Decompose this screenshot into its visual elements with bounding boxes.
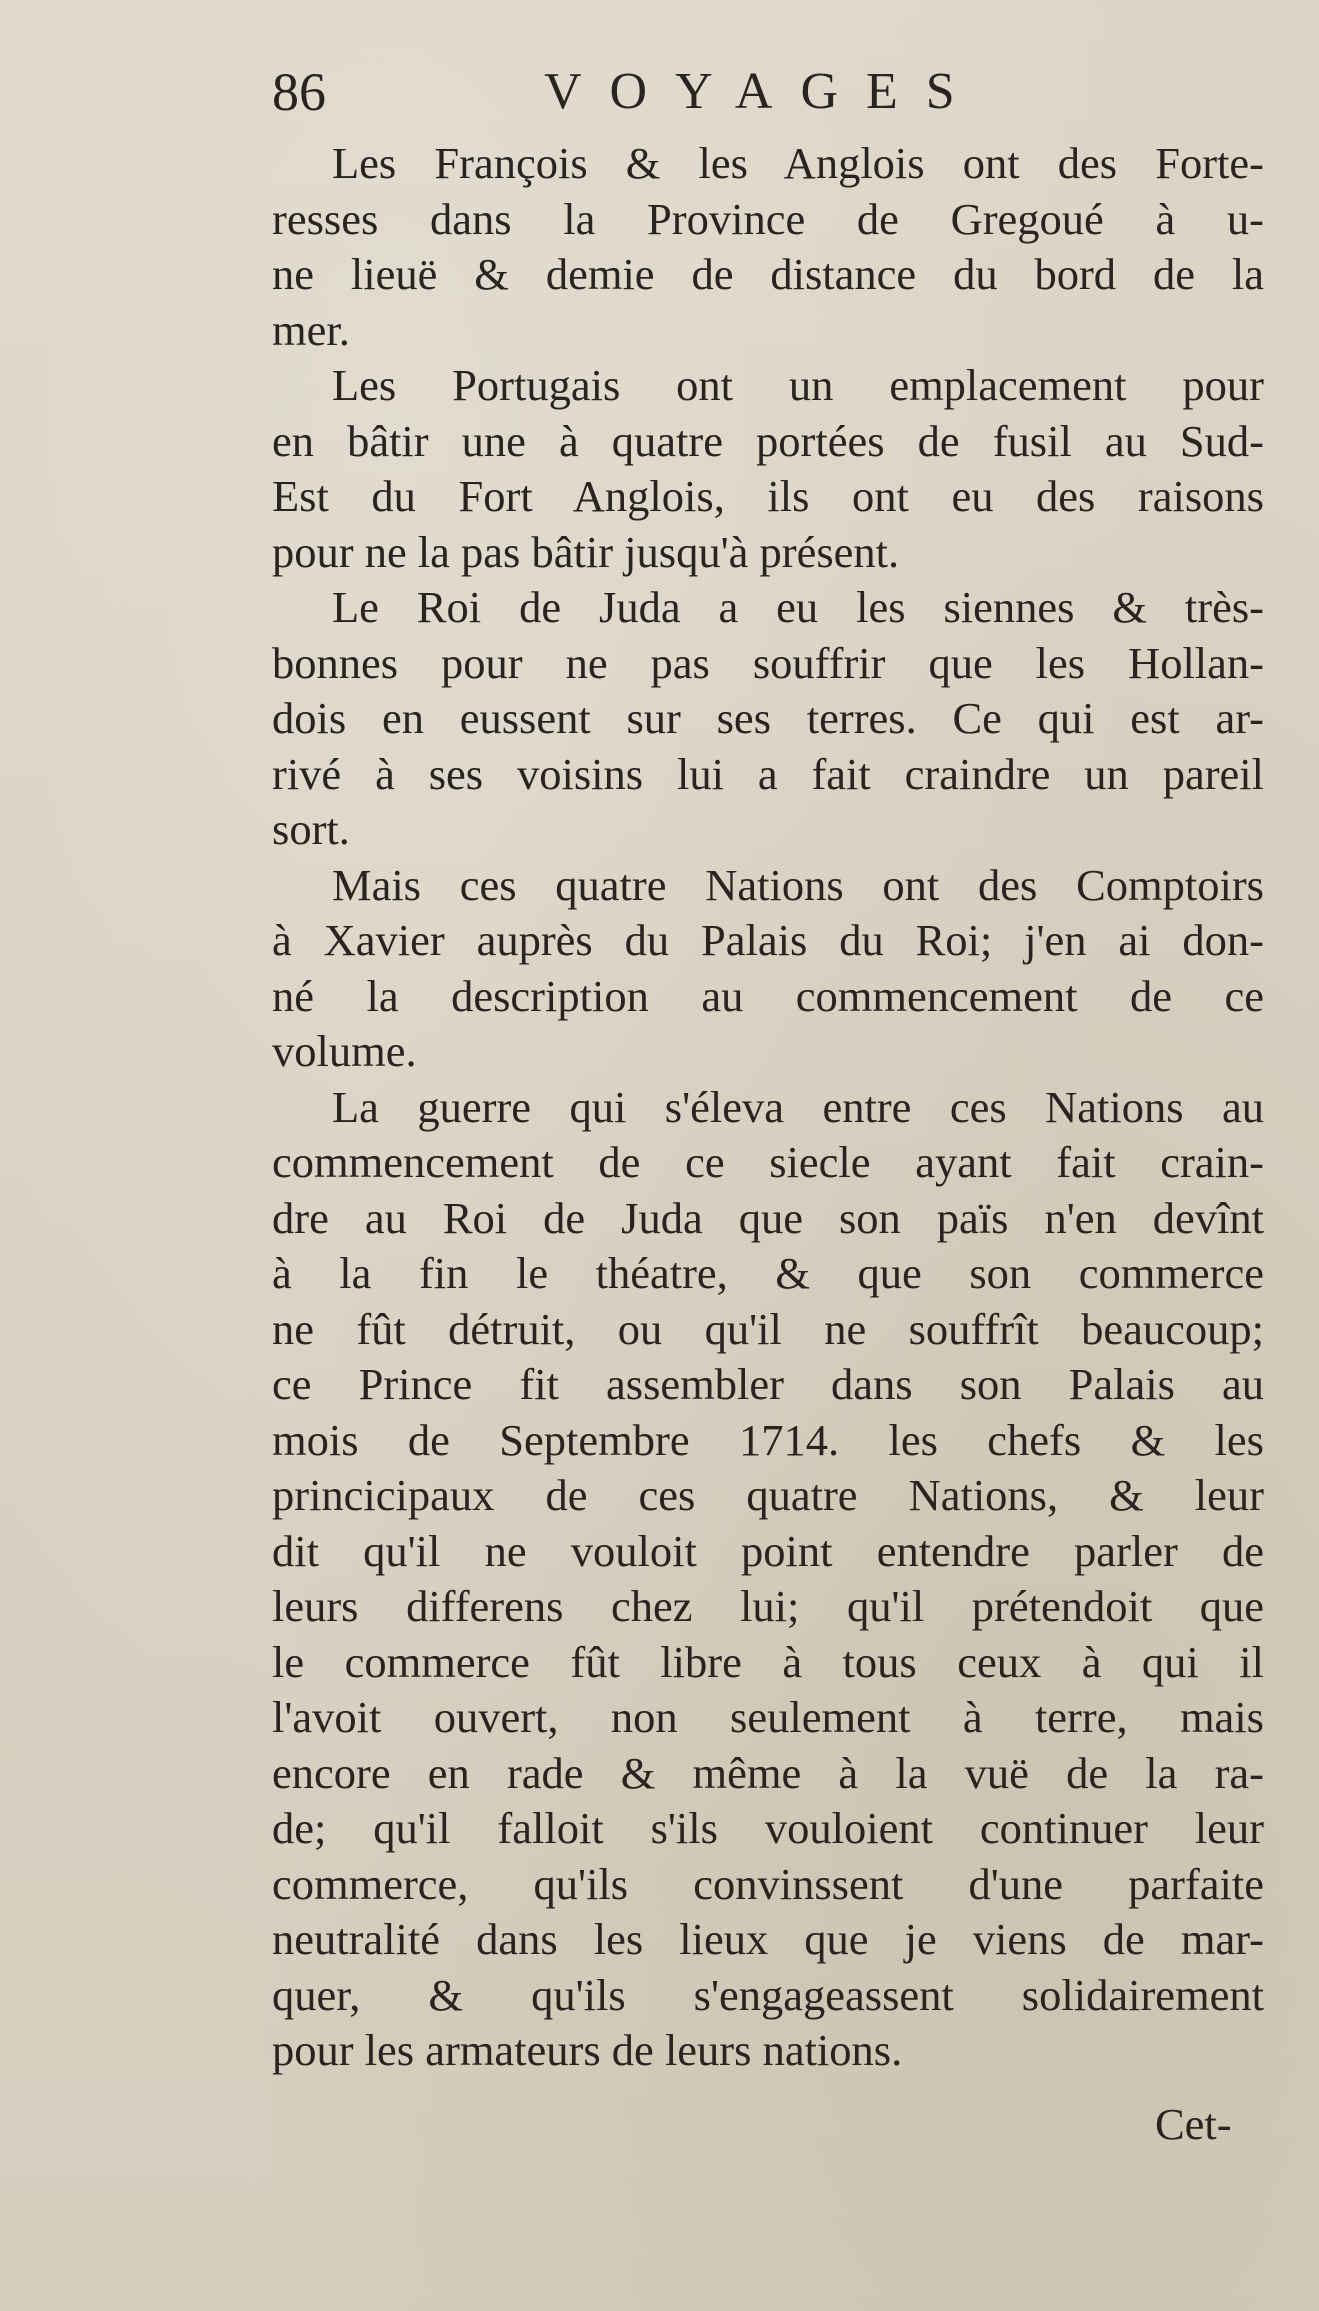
text-line: ce Prince fit assembler dans son Palais au [272,1359,1264,1409]
text-line: Est du Fort Anglois, ils ont eu des raisons [272,471,1264,521]
text-line: le commerce fût libre à tous ceux à qui il [272,1636,1264,1687]
text-line: en bâtir une à quatre portées de fusil au Sud- [272,415,1264,466]
text-line: princicipaux de ces quatre Nations, & leur [272,1470,1264,1520]
text-line: Mais ces quatre Nations ont des Comptoirs [332,859,1264,910]
paragraph-king-of-juda [272,580,1264,858]
text-line: mois de Septembre 1714. les chefs & les [272,1414,1264,1465]
running-head [272,62,1072,122]
text-line: pour les armateurs de leurs nations. [272,2025,903,2075]
text-line: dre au Roi de Juda que son païs n'en devînt [272,1192,1264,1243]
text-line: ne fût détruit, ou qu'il ne souffrît beaucoup; [272,1303,1264,1354]
text-line: La guerre qui s'éleva entre ces Nations au [332,1081,1264,1132]
text-line: l'avoit ouvert, non seulement à terre, mais [272,1692,1264,1742]
text-line: rivé à ses voisins lui a fait craindre un pareil [272,748,1264,799]
text-line: ne lieuë & demie de distance du bord de la [272,249,1264,299]
text-line: pour ne la pas bâtir jusqu'à présent. [272,526,900,577]
paragraph-portuguese [272,358,1264,580]
text-line: à Xavier auprès du Palais du Roi; j'en ai don- [272,915,1264,965]
text-line: volume. [272,1026,417,1076]
text-line: dois en eussent sur ses terres. Ce qui est ar- [272,693,1264,743]
text-line: né la description au commencement de ce [272,970,1264,1021]
text-line: Le Roi de Juda a eu les siennes & très- [332,582,1264,632]
text-line: commerce, qu'ils convinssent d'une parfaite [272,1858,1264,1909]
text-line: de; qu'il falloit s'ils vouloient continuer leur [272,1803,1264,1853]
text-line: mer. [272,304,350,355]
text-line: à la fin le théatre, & que son commerce [272,1248,1264,1298]
body-text [272,136,1264,2079]
text-line: commencement de ce siecle ayant fait crain- [272,1137,1264,1187]
text-line: Les Portugais ont un emplacement pour [332,360,1264,410]
paragraph-fortresses [272,136,1264,358]
text-line: encore en rade & même à la vuë de la ra- [272,1747,1264,1798]
running-title: VOYAGES [544,63,983,120]
page-number: 86 [272,62,326,122]
text-line: leurs differens chez lui; qu'il prétendoit que [272,1581,1264,1631]
text-line: resses dans la Province de Gregoué à u- [272,193,1264,244]
text-line: Les François & les Anglois ont des Forte- [332,138,1264,188]
paragraph-war [272,1080,1264,2079]
text-line: bonnes pour ne pas souffrir que les Hollan- [272,637,1264,688]
paragraph-comptoirs [272,858,1264,1080]
text-line: quer, & qu'ils s'engageassent solidairement [272,1969,1264,2020]
text-line: dit qu'il ne vouloit point entendre parler de [272,1525,1264,1576]
catchword: Cet- [1155,2099,1232,2149]
text-line: sort. [272,804,350,854]
text-line: neutralité dans les lieux que je viens de mar- [272,1914,1264,1964]
